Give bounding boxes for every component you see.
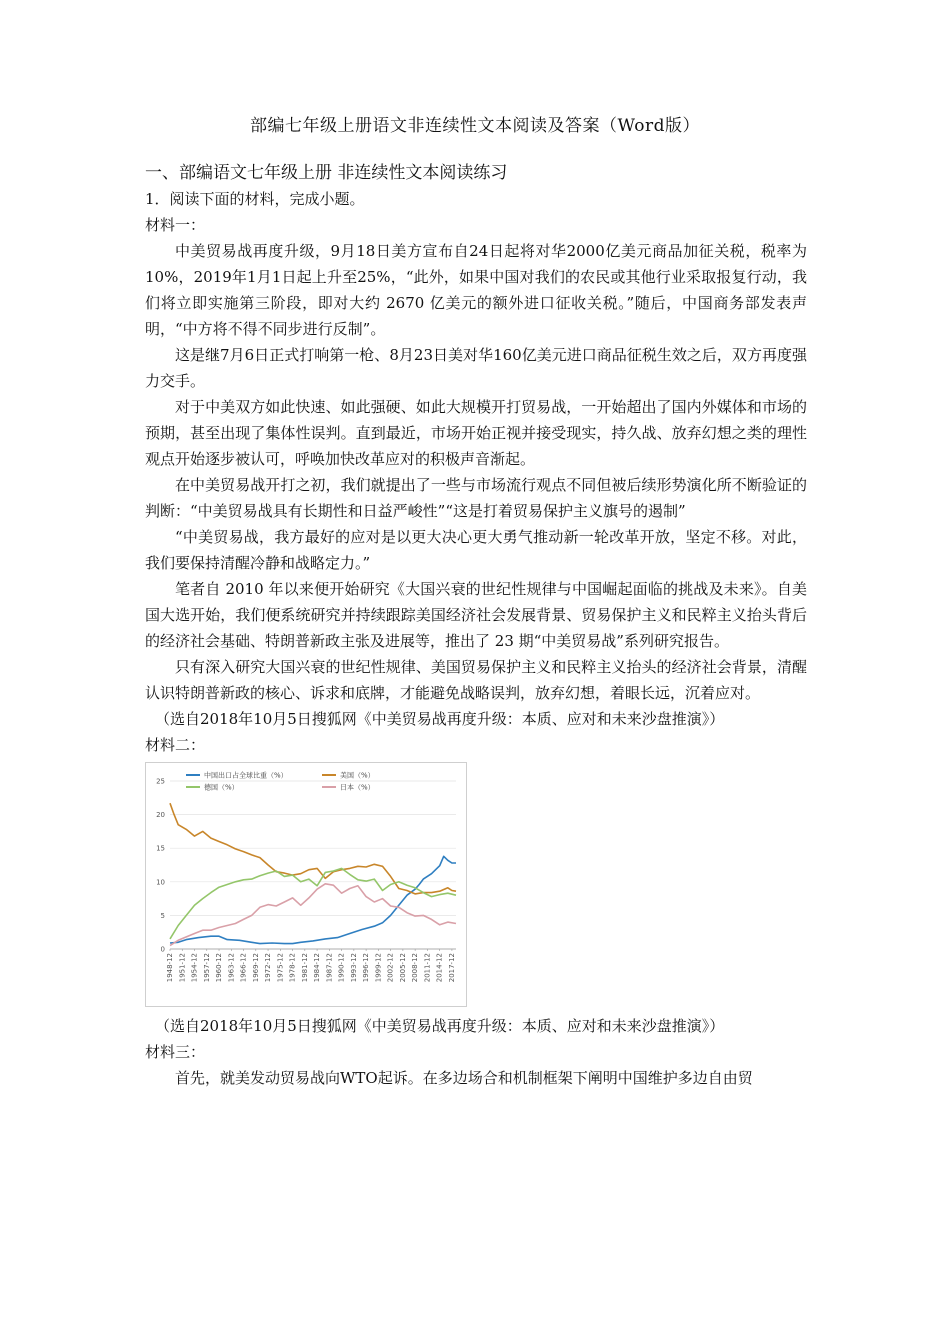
material-1-paragraph-1: 中美贸易战再度升级，9月18日美方宣布自24日起将对华2000亿美元商品加征关税，税率为10%，2019年1月1日起上升至25%，“此外，如果中国对我们的农民或其他行业采取报复行动，我们将立即实施第三阶段，即对大约 2670 亿美元的额外进口征收关税。”随后，中国商务部发表声明，“中方将不得不同步进行反制”。 (145, 242, 807, 338)
x-tick-label: 1969-12 (251, 953, 260, 983)
y-tick-label: 20 (156, 811, 165, 820)
material-1-paragraph-3: 对于中美双方如此快速、如此强硬、如此大规模开打贸易战，一开始超出了国内外媒体和市场的预期，甚至出现了集体性误判。直到最近，市场开始正视并接受现实，持久战、放弃幻想之类的理性观点开始逐步被认可，呼唤加快改革应对的积极声音渐起。 (145, 398, 807, 468)
y-tick-label: 10 (156, 878, 165, 887)
material-3-label: 材料三： (145, 1043, 206, 1061)
y-tick-label: 15 (156, 844, 165, 853)
x-tick-label: 1963-12 (227, 953, 236, 983)
legend-label: 日本（%） (340, 783, 375, 792)
series-line-3 (170, 868, 456, 939)
x-tick-label: 1987-12 (325, 953, 334, 983)
y-tick-label: 0 (160, 945, 165, 954)
x-tick-label: 2014-12 (435, 953, 444, 983)
x-tick-label: 1990-12 (337, 953, 346, 983)
x-tick-label: 1978-12 (288, 953, 297, 983)
legend-label: 德国（%） (204, 783, 239, 792)
x-tick-label: 1981-12 (300, 953, 309, 983)
x-tick-label: 1972-12 (264, 953, 273, 983)
material-1-source: （选自2018年10月5日搜狐网《中美贸易战再度升级：本质、应对和未来沙盘推演》） (155, 710, 725, 728)
material-1-label: 材料一： (145, 216, 206, 234)
material-1-paragraph-6: 笔者自 2010 年以来便开始研究《大国兴衰的世纪性规律与中国崛起面临的挑战及未来》。自美国大选开始，我们便系统研究并持续跟踪美国经济社会发展背景、贸易保护主义和民粹主义抬头背后的经济社会基础、特朗普新政主张及进展等，推出了 23 期“中美贸易战”系列研究报告。 (145, 580, 807, 650)
y-tick-label: 25 (156, 777, 165, 786)
x-tick-label: 1966-12 (239, 953, 248, 983)
legend-label: 美国（%） (340, 771, 375, 780)
x-tick-label: 1960-12 (215, 953, 224, 983)
x-tick-label: 1951-12 (178, 953, 187, 983)
material-1-paragraph-2: 这是继7月6日正式打响第一枪、8月23日美对华160亿美元进口商品征税生效之后，双方再度强力交手。 (145, 346, 807, 390)
x-tick-label: 1975-12 (276, 953, 285, 983)
x-tick-label: 1996-12 (362, 953, 371, 983)
x-tick-label: 2008-12 (411, 953, 420, 983)
x-tick-label: 2017-12 (447, 953, 456, 983)
x-tick-label: 2002-12 (386, 953, 395, 983)
x-tick-label: 1984-12 (313, 953, 322, 983)
material-3-paragraph-1: 首先，就美发动贸易战向WTO起诉。在多边场合和机制框架下阐明中国维护多边自由贸 (175, 1069, 753, 1087)
question-prompt: 1．阅读下面的材料，完成小题。 (145, 190, 365, 208)
x-tick-label: 1948-12 (166, 953, 174, 983)
x-tick-label: 1999-12 (374, 953, 383, 983)
x-tick-label: 1957-12 (202, 953, 211, 983)
material-1-paragraph-7: 只有深入研究大国兴衰的世纪性规律、美国贸易保护主义和民粹主义抬头的经济社会背景，清醒认识特朗普新政的核心、诉求和底牌，才能避免战略误判，放弃幻想，着眼长远，沉着应对。 (145, 658, 807, 702)
y-tick-label: 5 (160, 911, 165, 920)
document-body (145, 160, 807, 1091)
x-tick-label: 1954-12 (190, 953, 199, 983)
legend-label: 中国出口占全球比重（%） (204, 771, 288, 780)
material-2-source: （选自2018年10月5日搜狐网《中美贸易战再度升级：本质、应对和未来沙盘推演》） (155, 1017, 725, 1035)
export-share-chart-svg (146, 763, 466, 1006)
x-tick-label: 2005-12 (398, 953, 407, 983)
export-share-chart (145, 762, 467, 1007)
material-2-label: 材料二： (145, 736, 206, 754)
material-1-paragraph-5: “中美贸易战，我方最好的应对是以更大决心更大勇气推动新一轮改革开放，坚定不移。对此，我们要保持清醒冷静和战略定力。” (145, 528, 807, 572)
section-heading: 一、部编语文七年级上册 非连续性文本阅读练习 (145, 163, 508, 183)
x-tick-label: 1993-12 (349, 953, 358, 983)
document-title: 部编七年级上册语文非连续性文本阅读及答案（Word版） (249, 116, 701, 136)
series-line-2 (170, 803, 456, 894)
x-tick-label: 2011-12 (423, 953, 432, 983)
material-1-paragraph-4: 在中美贸易战开打之初，我们就提出了一些与市场流行观点不同但被后续形势演化所不断验证的判断：“中美贸易战具有长期性和日益严峻性”“这是打着贸易保护主义旗号的遏制” (145, 476, 807, 520)
